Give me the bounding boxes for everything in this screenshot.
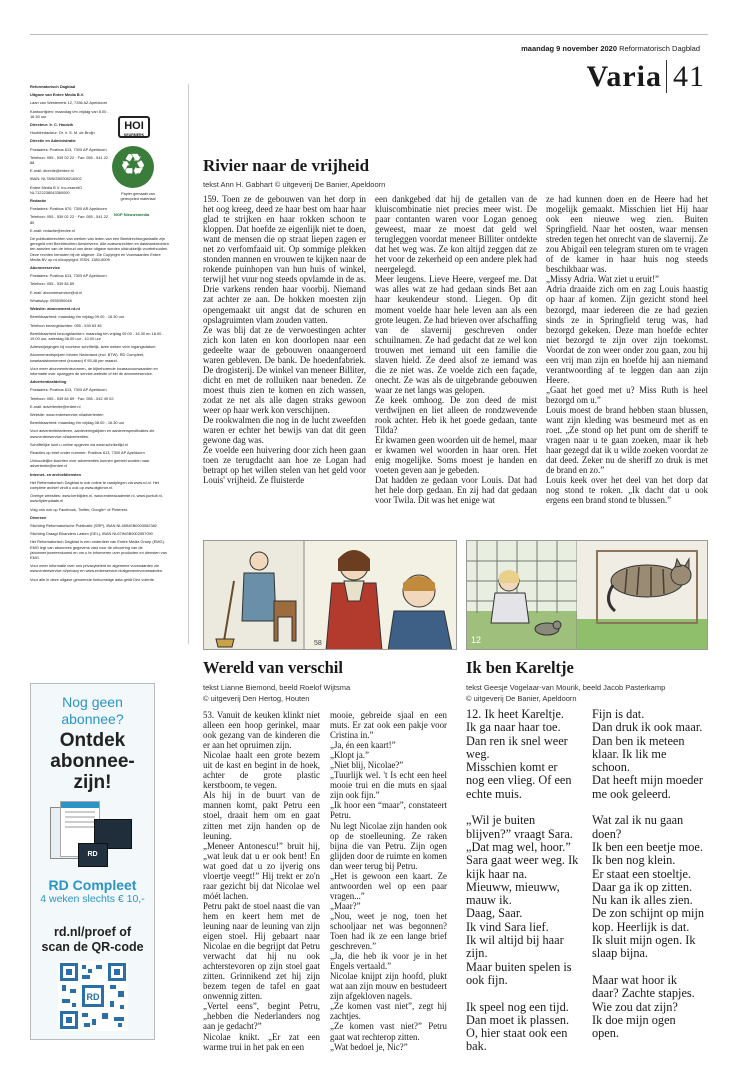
paragraph: Ik ben een beetje moe.	[592, 839, 703, 854]
colophon-line: Postadres: Postbus 613, 7300 AP Apeldoorn	[30, 146, 107, 152]
paragraph: Dan ren ik snel weer weg.	[466, 733, 568, 761]
paragraph: Drie varkens renden haar voorbij. Niemand zat achter ze aan. De hokken moesten zijn opengemaakt uit angst dat de schuren en opslagruimten vlam zouden vatten.	[203, 284, 366, 325]
story2-col2	[330, 710, 447, 1052]
paragraph: Maar buiten spelen is ook fijn.	[466, 959, 572, 987]
story1-title: Rivier naar de vrijheid	[203, 156, 370, 175]
colophon-line: Postadres: Postbus 613, 7300 AP Apeldoorn	[30, 273, 107, 279]
paragraph: Nicolae knijpt zijn hoofd, plukt wat aan zijn mouw en bestudeert zijn afgekloven nagels.	[330, 971, 447, 1002]
hoi-keurmerk-logo	[118, 116, 150, 138]
story2-copyright: © uitgeverij Den Hertog, Houten	[203, 694, 310, 703]
newspaper-name: Reformatorisch Dagblad	[619, 44, 700, 53]
panel-number: 12	[471, 635, 482, 645]
colophon-line: Adreswijzigingen bij voorkeur schriftelijk, twee weken vóór ingangsdatum.	[30, 344, 157, 350]
colophon-line: Advertentieafdeling	[30, 379, 67, 385]
colophon-line: Het Reformatorisch Dagblad is een onderdeel van Erdee Media Groep (EMG). EMG legt van abonnees gegevens vast voor de uitvoering van de (abonnee)overeenkomst en om u te informeren over producten en diensten van EMG.	[30, 539, 167, 560]
recycle-note: Papier gemaakt van gerecycled materiaal	[120, 192, 156, 201]
rd-products-image	[48, 801, 138, 871]
paragraph: Dan ben ik meteen klaar. Ik lik me schoon.	[592, 733, 685, 775]
paragraph: Misschien komt er nog een vlieg. Of een echte muis.	[466, 760, 572, 801]
paragraph: Maar wat hoor ik daar? Zachte stapjes.	[592, 972, 695, 1001]
colophon-line: Telefoon: 055 - 539 02 22 · Fax: 055 - 541 22 80	[30, 214, 109, 225]
story2-title: Wereld van verschil	[203, 658, 343, 677]
paragraph: Dat heeft mijn moeder me ook geleerd.	[592, 773, 703, 801]
paragraph: O, hier staat ook een bak.	[466, 1026, 568, 1054]
colophon-line: Telefoon: 055 - 539 84 89 · Fax: 055 - 542 49 02	[30, 395, 114, 401]
colophon-line: Stichting Reformatorische Publicatie (SRP), IBAN NL48INGB0003082382	[30, 522, 157, 528]
paragraph: mooie, gebreide sjaal en een muts. Er zat ook een pakje voor Cristina in.”	[330, 710, 447, 741]
story3-col2	[592, 708, 705, 1040]
colophon-line: Website: www.erdeeservice.nl/advertenten	[30, 411, 104, 417]
paragraph: „Gaat het goed met u? Miss Ruth is heel bezorgd om u.”	[546, 384, 708, 405]
ad-cta-link[interactable]: rd.nl/proef of scan de QR-code	[41, 925, 144, 954]
colophon-line: E-mail: redactie@erdee.nl	[30, 227, 76, 233]
colophon-line: Volg ons ook op Facebook, Twitter, Google+ of Pinterest.	[30, 506, 129, 512]
paragraph	[592, 961, 705, 974]
paragraph: Adria draaide zich om en zag Louis haastig op haar af komen. Zijn gezicht stond heel bezorgd, maar iedereen die ze had gezien sinds ze in Springfield terug was, had bezorgd gekeken. Deze man hoefde echter niet bezorgd te zijn over zijn toekomst. Voordat de zon weer onder zou gaan, zou hij een vrij man zijn en hoefde hij aan niemand verantwoording af te leggen dan aan zijn Heere.	[546, 284, 708, 385]
colophon-line: Postadres: Postbus 670, 7300 AR Apeldoorn	[30, 206, 108, 212]
paragraph: Petru pakt de stoel naast die van hem en keert hem met de leuning naar de leuning van zijn eigen stoel. Hij gebaart naar Nicolae en die begrijpt dat Petru verwacht dat hij nu ook achterstevoren op zijn stoel gaat zitten. Grinnikend zet hij zijn bezem tegen de tafel en gaat onwennig zitten.	[203, 900, 320, 1002]
colophon-line: Voor alle in deze uitgave genoemde toekomstige data geldt Deo volente.	[30, 576, 156, 582]
paragraph: Er staat een stoeltje.	[592, 866, 692, 881]
story3-title: Ik ben Kareltje	[466, 658, 574, 677]
paragraph: „Dat mag wel, hoor.”	[466, 839, 571, 854]
colophon-line: Laan van Westenenk 12, 7336 AZ Apeldoorn	[30, 100, 108, 106]
paragraph	[466, 987, 579, 1000]
issue-date: maandag 9 november 2020	[521, 44, 618, 53]
colophon-line: Voor advertentietarieven, aanleveringstijden en aanleverspecificaties zie www.erdeeservice.nl/advertenties.	[30, 428, 155, 439]
colophon-line: E-mail: advertentie@erdee.nl	[30, 403, 81, 409]
colophon-line: Bereikbaarheid bezorgklachten: maandag t/m vrijdag 09.00 - 16.30 en 18.00 - 19.00 uur, zaterdag 08.00 uur - 10.00 uur	[30, 330, 164, 341]
illustration-ik-ben-kareltje	[466, 540, 708, 650]
paragraph: „Vertel eens”, begint Petru, „hebben die Nederlanders nog aan je gedacht?”	[203, 1001, 320, 1032]
paragraph: „Tuurlijk wel. 't Is echt een heel mooie trui en die muts en sjaal zijn ook fijn.”	[330, 770, 447, 801]
paragraph: Ik wil altijd bij haar zijn.	[466, 933, 564, 961]
subscription-ad[interactable]	[30, 683, 155, 1040]
ad-product-name: RD Compleet	[48, 877, 137, 893]
paragraph: „Ja, én een kaart!”	[330, 740, 396, 751]
paragraph	[592, 801, 705, 814]
story1-credit: tekst Ann H. Gabhart © uitgeverij De Banier, Apeldoorn	[203, 180, 386, 189]
colophon-line: Telefoon bezorgklachten: 055 - 539 63 45	[30, 322, 102, 328]
paragraph: Wat zal ik nu gaan doen?	[592, 813, 684, 841]
paragraph: Ze was blij dat ze de verwoestingen achter zich kon laten en kon doorlopen naar een gedeelte waar de gebouwen onaangeroerd waren gebleven. De bank. De hoedenfabriek. De drogisterij. De winkel van meneer Billiter, dicht en met de rolluiken naar beneden. Ze moest thuis zien te komen en zich wassen, zodat ze net als alle dagen straks gewoon weer op haar werk kon verschijnen.	[203, 324, 366, 415]
colophon-line: IBAN: NL78INGB0008216502	[30, 176, 82, 182]
colophon-line: Bereikbaarheid: maandag t/m vrijdag 09.00 - 16.30 uur	[30, 314, 125, 320]
colophon-line: Directeur: Ir. C. Houtzik	[30, 122, 74, 128]
paragraph: Ik ga naar haar toe.	[466, 720, 561, 735]
paragraph: Ik doe mijn ogen open.	[592, 1012, 676, 1041]
section-header	[560, 60, 705, 94]
recycle-icon: ♻	[112, 146, 154, 188]
paragraph: Als hij in de buurt van de mannen komt, pakt Petru een stoel, draait hem om en gaat zitten met zijn handen op de leuning.	[203, 790, 320, 841]
paragraph: „Meneer Antonescu!” bruit hij, „wat leuk dat u er ook bent! En wat goed dat u zo ijverig ons vloertje veegt!” Hij trekt er zo'n raar gezicht bij dat Nicolae wel móét lachen.	[203, 840, 320, 901]
colophon-line: Overige websites: www.kerktijden.nl, www.erdeeacademie.nl, www.puntuit.nl, www.tijdenplaats.nl	[30, 493, 163, 504]
paragraph: De rookwalmen die nog in de lucht zweefden waren er echter het bewijs van dat dit geen gewone dag was.	[203, 415, 366, 446]
svg-text:58: 58	[314, 640, 322, 647]
colophon-line: Bereikbaarheid: maandag t/m vrijdag 08.00 - 16.30 uur	[30, 420, 125, 426]
paragraph: „Wat bedoel je, Nic?”	[330, 1041, 408, 1052]
colophon-line: Redactie	[30, 198, 47, 204]
paragraph: Meer leugens. Lieve Heere, vergeef me. Dat was alles wat ze had gedaan sinds Bet aan haar keukendeur stond. Liegen. Op dit moment voelde haar hele leven aan als een grote leugen. Ze had brieven over afschaffing van de slavernij geschreven onder schuilnamen. Ze had gedacht dat ze wel kon trouwen met iemand uit een familie die slaven hield. Ze deed alsof ze iemand was die ze niet was. Ze voelde zich een façade, onecht. Ze was als de uitgebrande gebouwen waar ze net langs was gelopen.	[375, 274, 537, 395]
paragraph: „Klopt ja.”	[330, 750, 369, 761]
colophon-line: E-mail: directie@erdee.nl	[30, 168, 74, 174]
paragraph: 12. Ik heet Kareltje.	[466, 707, 564, 721]
colophon-line: Stichting Draagt Elkanders Lasten (DEL), IBAN NL67INGB0002957090	[30, 531, 153, 537]
colophon-line: Hoofdredacteur: Dr. ir. S. M. de Bruijn	[30, 130, 95, 136]
colophon-line: Voor meer abonnementsvormen, de bijbehorende incassovoorwaarden en informatie over opzeggen de service-website of bel de abonneeservice.	[30, 365, 158, 376]
story2-credit: tekst Lianne Biemond, beeld Roelof Wijtsma	[203, 683, 351, 692]
story3-credit: tekst Geesje Vogelaar-van Mourik, beeld Jacob Pasterkamp	[466, 683, 666, 692]
colophon-line: Erdee Media B.V. Inc.essentO NL7122238043360000	[30, 184, 82, 195]
colophon-line: Het Reformatorisch Dagblad is ook online te raadplegen via www.rd.nl. Het complete archief vindt u ook op www.digibron.nl.	[30, 479, 159, 490]
colophon-line: Uitgave van Erdee Media B.V.	[30, 92, 85, 98]
paragraph: „Niet blij, Nicolae?”	[330, 760, 404, 771]
paragraph: Nicolae knikt. „Er zat een warme trui in het pak en een	[203, 1031, 320, 1052]
paragraph: 159. Toen ze de gebouwen van het dorp in het oog kreeg, deed ze haar best om haar haar glad te strijken en haar rokken schoon te kloppen. Dat hoefde ze eigenlijk niet te doen, want de mensen die op straat liepen zagen er net zo verfomfaaid uit. Op sommige plekken stonden mannen en vrouwen te kijken naar de rokende puinhopen van hun huis of winkel, terwijl het vuur nog steeds opvlamde in de as.	[203, 194, 366, 285]
ad-price: 4 weken slechts € 10,-	[40, 893, 145, 905]
illustration-wereld-van-verschil	[203, 540, 457, 650]
colophon-line: Directie en Administratie	[30, 138, 76, 144]
paragraph: Fijn is dat.	[592, 707, 645, 721]
paragraph: Dan druk ik ook maar.	[592, 720, 703, 735]
story2-col1	[203, 710, 320, 1052]
colophon-line: Voor meer informatie over ons privacybeleid en algemene voorwaarden zie www.erdeeservice.nl/privacy en www.erdeeservice.nl/algemenevoorwaarden.	[30, 563, 163, 574]
paragraph: Daar ga ik op zitten.	[592, 879, 693, 894]
story1-col1	[203, 194, 366, 485]
story1-col2	[375, 194, 537, 505]
colophon-line: Internet- en archiefdiensten	[30, 471, 82, 477]
paragraph: Dan moet ik plassen.	[466, 1012, 570, 1027]
paragraph: Daag, Saar.	[466, 906, 523, 921]
paragraph: ze had kunnen doen en de Heere had het mogelijk gemaakt. Misschien liet Hij haar ook een nieuwe weg zien. Buiten Springfield. Naar het oosten, waar mensen streden tegen het onrecht van de slavernij. Ze zou Abigail een telegram sturen om te vragen of de kamer in haar huis nog steeds beschikbaar was.	[546, 194, 708, 275]
colophon-line: Reformatorisch Dagblad	[30, 84, 76, 89]
story3-col1	[466, 708, 579, 1054]
colophon-line: Postadres: Postbus 613, 7300 AP Apeldoorn	[30, 387, 107, 393]
paragraph: Mieuww, mieuww, mauw ik.	[466, 879, 560, 908]
paragraph: een dankgebed dat hij de getallen van de kluiscombinatie niet precies meer wist. De paar contanten waren voor Logan genoeg geweest, maar ze moest dat geld wel terugleggen voordat meneer Billiter ontdekte dat het weg was. Ze kon altijd zeggen dat ze het voor de zekerheid op een andere plek had neergelegd.	[375, 194, 537, 275]
story1-col3	[546, 194, 708, 505]
paragraph: Louis moest de brand hebben staan blussen, want zijn kleding was besmeurd met as en roet. „Ze stond op het punt om de sheriff te vragen naar u te gaan zoeken, maar ik heb haar gezegd dat ik u wilde zoeken voordat ze dat deed. Zeker nu de sheriff zo druk is met de brand en zo.”	[546, 404, 708, 476]
paragraph: 53. Vanuit de keuken klinkt niet alleen een hoop gerinkel, maar ook gezang van de kinderen die er aan het opruimen zijn.	[203, 710, 320, 751]
colophon-line: Kantoortijden: maandag t/m vrijdag van 8.00 - 16.30 uur	[30, 108, 109, 119]
section-title: Varia	[586, 60, 662, 93]
colophon-line: De publicatierechten van werken van leden van een Beeldrechtorganisatie zijn geregeld met Beeldrechten Amstelveen. Alle auteursrechten en databankrechten ten aanzien van de inhoud van deze uitgave worden uitdrukkelijk voorbehouden. Deze rechten berusten bij de uitgever. Zie Copyright en Voorwaarden Erdee Media BV op rd.nl/copyright. ISSN: 1380-6009	[30, 236, 169, 262]
colophon-line: E-mail: abonneeservice@rd.nl	[30, 289, 83, 295]
tablet-badge: RD	[78, 843, 108, 867]
dateline	[470, 44, 700, 53]
colophon-line: Diversen	[30, 514, 47, 520]
ad-headline-small: Nog geen abonnee?	[61, 694, 124, 727]
paragraph: Louis keek over het deel van het dorp dat nog stond te roken. „Ik dacht dat u ook ergens een brand stond te blussen.”	[546, 475, 708, 506]
story3-copyright: © uitgeverij De Banier, Apeldoorn	[466, 694, 577, 703]
colophon-line: Telefoon: 055 - 539 02 22 · Fax: 055 - 541 22 88	[30, 154, 109, 166]
column-divider	[188, 84, 189, 644]
colophon-line: Unhoudelijke klachten over advertenties kunnen gemeld worden naar advertentie@erdee.nl	[30, 458, 150, 469]
qr-center-label: RD	[86, 992, 99, 1002]
paragraph: „Ik hoor een “maar”, constateert Petru.	[330, 800, 447, 821]
top-rule	[30, 34, 708, 35]
paragraph: Ik vind Sara lief.	[466, 919, 549, 934]
paragraph: „Nou, weet je nog, toen het schooljaar net was begonnen? Toen had ik ze een lange brief geschreven.”	[330, 910, 447, 952]
paragraph: „Wil je buiten blijven?” vraagt Sara.	[466, 813, 573, 841]
paragraph: Dat hadden ze gedaan voor Louis. Dat had het hele dorp gedaan. En zij had dat gedaan voor Twila. Dit was het enige wat	[375, 475, 537, 506]
paragraph: Sara gaat weer weg. Ik kijk haar na.	[466, 853, 579, 881]
colophon-line: Abonneeservice	[30, 265, 61, 271]
paragraph: Er kwamen geen woorden uit de hemel, maar er kwamen wel woorden in haar oren. Het enig mogelijke. Soms moest je handen en voeten geven aan je gebeden.	[375, 435, 537, 476]
paragraph: Nu kan ik alles zien.	[592, 893, 693, 908]
paragraph: Ze voelde een huivering door zich heen gaan toen ze terugdacht aan hoe ze Logan had betrapt op het willen stelen van het geld voor Louis' vrijheid. Ze fluisterde	[203, 445, 366, 486]
paragraph	[466, 801, 579, 814]
paragraph: „Ja, die heb ik voor je in het Engels vertaald.”	[330, 951, 447, 972]
nop-nieuwsmedia-logo: NOP Nieuwsmedia	[114, 212, 150, 217]
ad-headline-large: Ontdek abonnee-zijn!	[50, 730, 135, 793]
paragraph: „Het is gewoon een kaart. Ze antwoorden wel op een paar vragen...”	[330, 870, 447, 901]
hoi-logo-text: HOI	[124, 120, 144, 132]
hoi-logo-sub: KEURMERK	[123, 133, 145, 137]
colophon-line: Reacties op brief onder nummer: Postbus 613, 7300 AP Apeldoorn	[30, 449, 145, 455]
colophon-line: Website: abonnement.rd.nl	[30, 306, 80, 312]
paragraph: „Missy Adria. Wat ziet u eruit!”	[546, 274, 659, 285]
paragraph: „Ze komen vast niet?” Petru gaat wat rechterop zitten.	[330, 1021, 447, 1042]
paragraph: Ik sluit mijn ogen. Ik slaap bijna.	[592, 933, 696, 961]
paragraph: Nu legt Nicolae zijn handen ook op de stoelleuning. Ze raken bijna die van Petru. Zijn ogen glijden door de ruimte en komen dan weer terug bij Petru.	[330, 820, 447, 871]
colophon-line: Abonnementsprijzen binnen Nederland (incl. BTW). RD Compleet, kwartaalabonnement (incasso) € 95,48 per maand.	[30, 352, 145, 363]
paragraph: Nicolae haalt een grote bezem uit de kast en begint in de hoek, achter de grote plastic kerstboom, te vegen.	[203, 750, 320, 791]
paragraph: De zon schijnt op mijn kop. Heerlijk is dat.	[592, 906, 705, 934]
paragraph: Ik ben nog klein.	[592, 853, 676, 868]
paragraph: Wie zou dat zijn?	[592, 999, 678, 1014]
paragraph: Ze keek omhoog. De zon deed de mist verdwijnen en liet alleen de rondzwevende rook achter. Heb ik het goede gedaan, tante Tilda?	[375, 394, 537, 436]
paragraph: „Maar?”	[330, 900, 361, 911]
colophon-line: WhatsApp: 0555390046	[30, 297, 72, 303]
paragraph: Ik speel nog een tijd.	[466, 999, 569, 1014]
qr-code[interactable]	[58, 961, 128, 1031]
colophon-line: Telefoon: 055 - 539 84 89	[30, 281, 75, 287]
page-number: 41	[666, 60, 705, 93]
colophon-line: Schriftelijke kunt u online opgeven via www.schrikeltijd.nl	[30, 441, 128, 447]
paragraph: „Ze komen vast niet”, zegt hij zachtjes.	[330, 1001, 447, 1022]
